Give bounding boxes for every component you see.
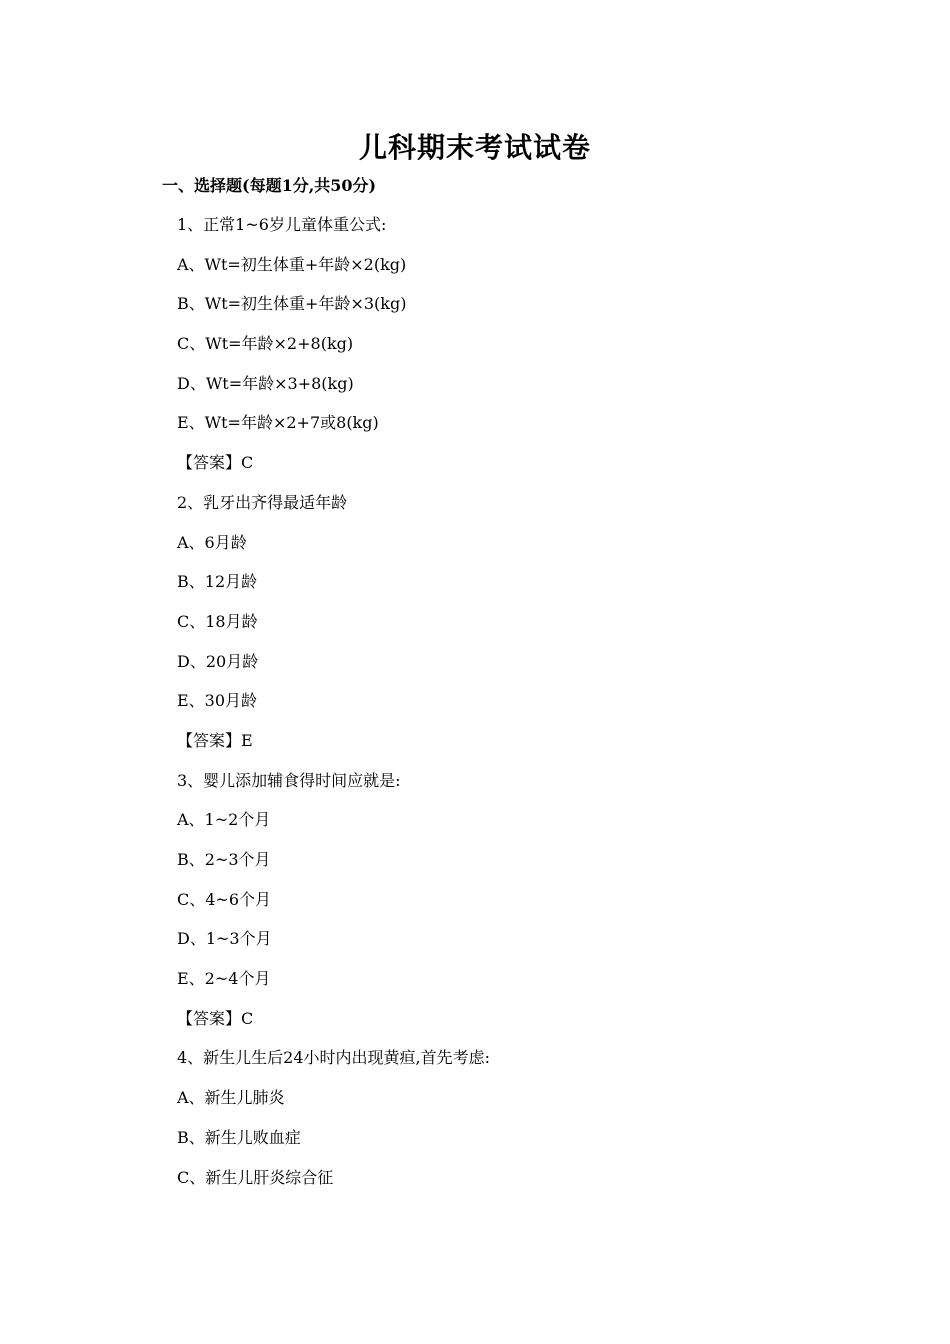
question-4-stem: 4、新生儿生后24小时内出现黄疸,首先考虑: — [177, 1048, 491, 1068]
question-1-option-d: D、Wt=年龄×3+8(kg) — [177, 373, 354, 393]
question-2-option-a: A、6月龄 — [177, 532, 247, 552]
document-title: 儿科期末考试试卷 — [358, 131, 591, 164]
question-3-answer: 【答案】C — [177, 1008, 254, 1028]
question-3-option-d: D、1~3个月 — [177, 929, 272, 949]
section-heading: 一、选择题(每题1分,共50分) — [162, 176, 377, 195]
question-2-option-e: E、30月龄 — [177, 691, 258, 711]
question-1-option-c: C、Wt=年龄×2+8(kg) — [177, 334, 354, 354]
question-1-answer: 【答案】C — [177, 453, 254, 473]
question-4-option-b: B、新生儿败血症 — [177, 1127, 301, 1147]
question-4-option-c: C、新生儿肝炎综合征 — [177, 1167, 334, 1187]
question-2-answer: 【答案】E — [177, 730, 253, 750]
question-3-stem: 3、婴儿添加辅食得时间应就是: — [177, 770, 401, 790]
question-2-stem: 2、乳牙出齐得最适年龄 — [177, 492, 348, 512]
question-3-option-c: C、4~6个月 — [177, 889, 272, 909]
question-2-option-c: C、18月龄 — [177, 611, 258, 631]
question-2-option-b: B、12月龄 — [177, 572, 258, 592]
question-1-option-a: A、Wt=初生体重+年龄×2(kg) — [177, 254, 407, 274]
question-3-option-a: A、1~2个月 — [177, 810, 271, 830]
question-list — [177, 214, 817, 1206]
question-3-option-b: B、2~3个月 — [177, 850, 271, 869]
question-2-option-d: D、20月龄 — [177, 651, 259, 671]
question-3-option-e: E、2~4个月 — [177, 969, 271, 989]
question-1-option-e: E、Wt=年龄×2+7或8(kg) — [177, 413, 379, 433]
question-1-stem: 1、正常1~6岁儿童体重公式: — [177, 215, 387, 234]
question-4-option-a: A、新生儿肺炎 — [177, 1088, 285, 1108]
question-1-option-b: B、Wt=初生体重+年龄×3(kg) — [177, 294, 407, 314]
